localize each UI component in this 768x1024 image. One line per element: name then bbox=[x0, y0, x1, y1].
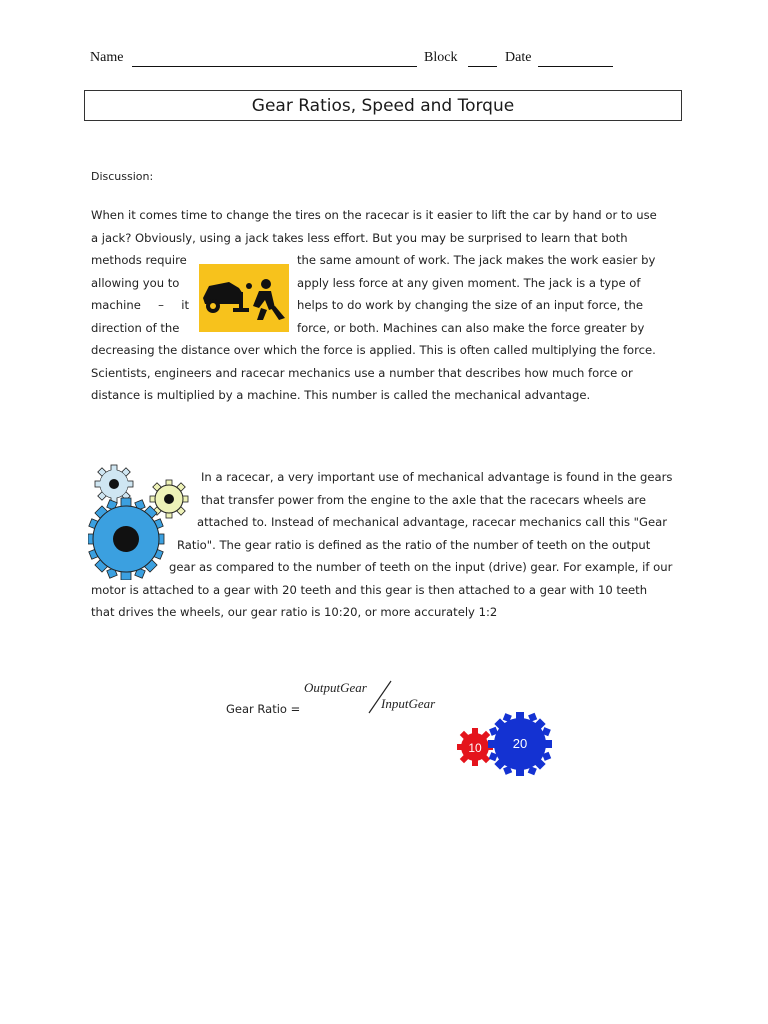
gear-pair-10-20-icon bbox=[456, 712, 552, 776]
header-fields bbox=[90, 50, 620, 70]
text-line: a jack? Obviously, using a jack takes less effort. But you may be surprised to learn that both bbox=[91, 230, 628, 245]
text-line: methods require bbox=[91, 253, 187, 267]
text-run: In a racecar, a very important use of mechanical advantage is found in the gears bbox=[201, 470, 673, 484]
text-word: it bbox=[181, 298, 189, 312]
text-line: apply less force at any given moment. The jack is a type of bbox=[297, 275, 641, 290]
text-line: that drives the wheels, our gear ratio is 10:20, or more accurately 1:2 bbox=[91, 605, 498, 619]
text-word: machine bbox=[91, 298, 141, 312]
text-word: – bbox=[158, 298, 164, 312]
discussion-label: Discussion: bbox=[91, 170, 154, 183]
text-line bbox=[201, 466, 677, 489]
page-title: Gear Ratios, Speed and Torque bbox=[251, 96, 515, 116]
formula-numerator: OutputGear bbox=[304, 680, 367, 695]
block-blank[interactable] bbox=[468, 66, 497, 67]
text-line: direction of the bbox=[91, 320, 180, 335]
text-line: motor is attached to a gear with 20 teeth and this gear is then attached to a gear with 10 teeth bbox=[91, 582, 648, 597]
text-line: When it comes time to change the tires on the racecar is it easier to lift the car by hand or to use bbox=[91, 208, 657, 222]
text-line: gear as compared to the number of teeth on the input (drive) gear. For example, if our bbox=[169, 560, 673, 574]
text-line: allowing you to bbox=[91, 275, 180, 290]
gear-blue-icon bbox=[88, 498, 164, 580]
text-line: distance is multiplied by a machine. This number is called the mechanical advantage. bbox=[91, 388, 591, 402]
date-blank[interactable] bbox=[538, 66, 613, 67]
name-label: Name bbox=[90, 50, 124, 65]
gear-label-small: 10 bbox=[468, 741, 482, 755]
formula-denominator: InputGear bbox=[381, 696, 436, 711]
title-box bbox=[84, 90, 682, 121]
text-line: helps to do work by changing the size of an input force, the bbox=[297, 298, 644, 312]
text-line: that transfer power from the engine to the axle that the racecars wheels are bbox=[201, 492, 646, 507]
text-line: the same amount of work. The jack makes the work easier by bbox=[297, 253, 656, 267]
gear-label-large: 20 bbox=[512, 736, 528, 751]
gear-light-blue-icon bbox=[95, 465, 133, 503]
gears-icon bbox=[88, 460, 198, 580]
text-line: attached to. Instead of mechanical advantage, racecar mechanics call this "Gear bbox=[197, 515, 667, 529]
gear-ratio-label: Gear Ratio = bbox=[226, 702, 301, 716]
date-label: Date bbox=[505, 50, 532, 65]
block-label: Block bbox=[424, 50, 458, 65]
text-line: Scientists, engineers and racecar mechanics use a number that describes how much force or bbox=[91, 365, 633, 380]
name-blank[interactable] bbox=[132, 66, 417, 67]
text-line: Ratio". The gear ratio is defined as the ratio of the number of teeth on the output bbox=[177, 537, 651, 552]
car-jack-icon bbox=[199, 264, 289, 332]
text-line bbox=[91, 294, 189, 317]
text-line: decreasing the distance over which the force is applied. This is often called multiplying the force. bbox=[91, 343, 656, 357]
text-line: force, or both. Machines can also make the force greater by bbox=[297, 320, 645, 335]
